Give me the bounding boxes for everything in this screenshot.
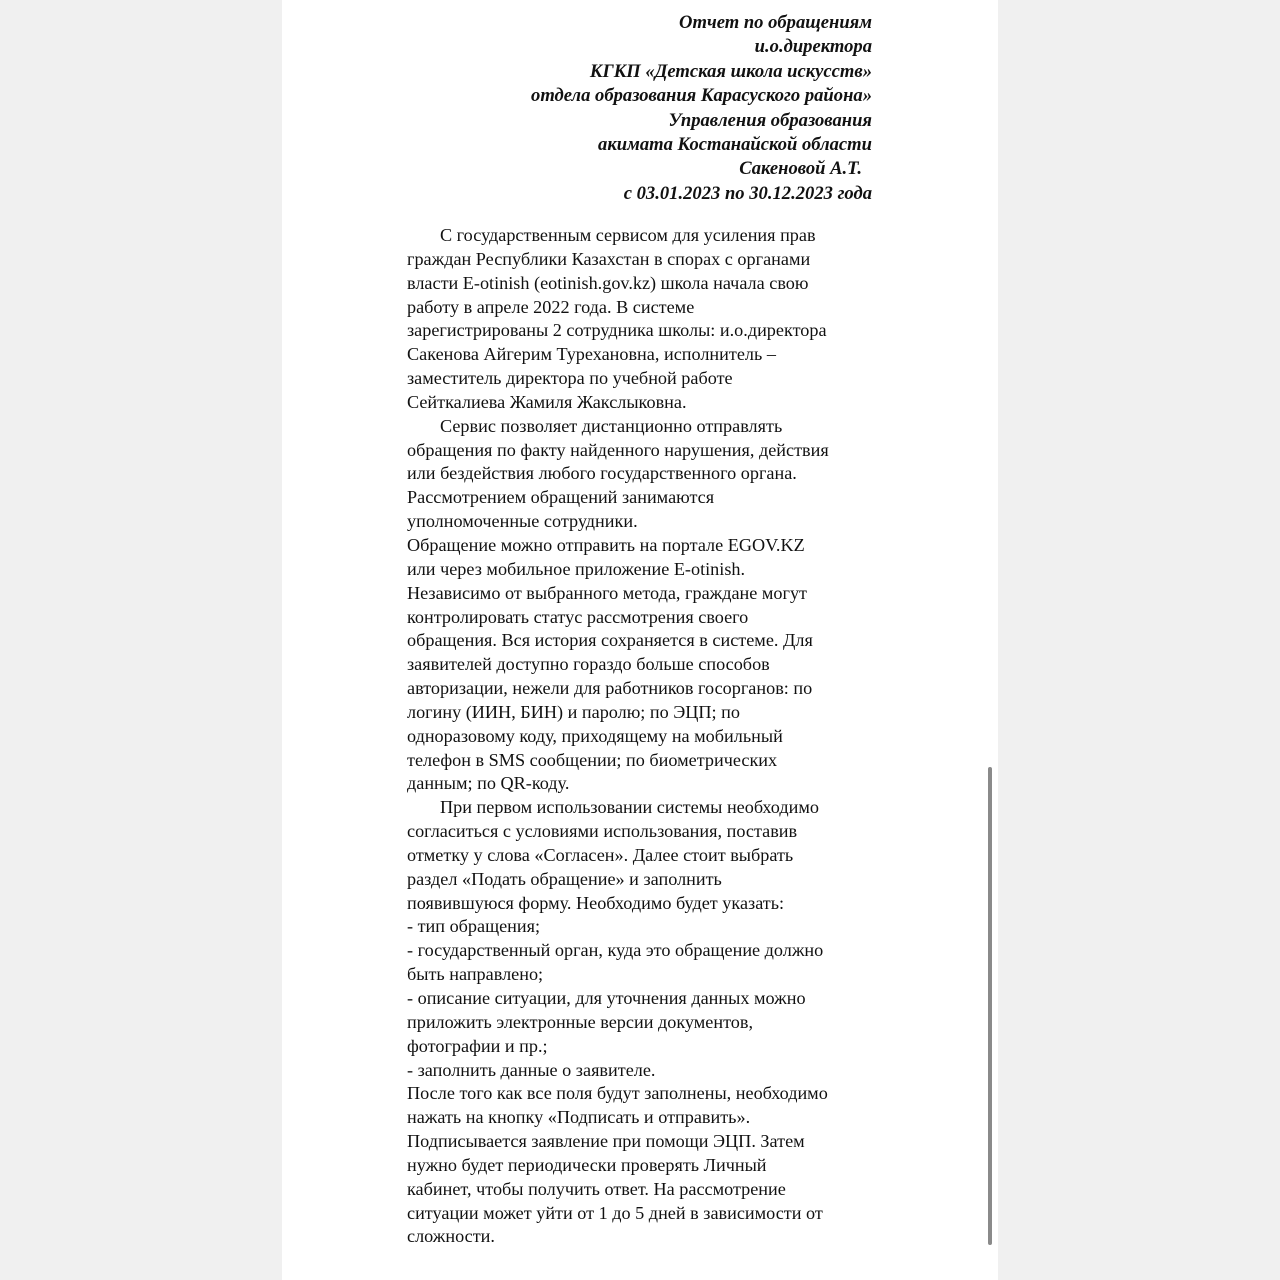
text-line: сложности. <box>407 1226 495 1247</box>
text-line: Сакенова Айгерим Турехановна, исполнитель – <box>407 344 776 365</box>
text-line: данным; по QR-коду. <box>407 773 570 794</box>
text-line: работу в апреле 2022 года. В системе <box>407 296 695 317</box>
text-line: согласиться с условиями использования, поставив <box>407 821 798 842</box>
header-line-department: отдела образования Карасуского района» <box>531 85 872 107</box>
header-line-position: и.о.директора <box>754 36 872 58</box>
list-item: - описание ситуации, для уточнения данных можно <box>407 988 806 1008</box>
text-line: После того как все поля будут заполнены, необходимо <box>407 1083 828 1104</box>
document-header <box>282 11 872 206</box>
text-line: Сервис позволяет дистанционно отправлять <box>440 415 783 436</box>
document-body <box>407 224 877 1249</box>
text-line: Обращение можно отправить на портале EGOV.KZ <box>407 534 805 555</box>
text-line: одноразовому коду, приходящему на мобильный <box>407 725 783 746</box>
text-line: Подписывается заявление при помощи ЭЦП. Затем <box>407 1131 805 1152</box>
left-background <box>0 0 282 1280</box>
text-line: обращения по факту найденного нарушения, действия <box>407 439 829 460</box>
text-line: нажать на кнопку «Подписать и отправить». <box>407 1107 751 1128</box>
text-line: телефон в SMS сообщении; по биометрических <box>407 749 778 770</box>
list-item: - тип обращения; <box>407 916 541 937</box>
text-line: приложить электронные версии документов, <box>407 1011 754 1032</box>
text-line: заявителей доступно гораздо больше способов <box>407 654 770 675</box>
text-line: уполномоченные сотрудники. <box>407 511 638 532</box>
text-line: ситуации может уйти от 1 до 5 дней в зависимости от <box>407 1202 823 1223</box>
text-line: Сейткалиева Жамиля Жакслыковна. <box>407 391 687 412</box>
list-item: - государственный орган, куда это обращение должно <box>407 940 824 961</box>
text-line: граждан Республики Казахстан в спорах с органами <box>407 248 811 269</box>
text-line: фотографии и пр.; <box>407 1035 548 1056</box>
text-line: нужно будет периодически проверять Личный <box>407 1154 767 1175</box>
header-line-administration: Управления образования <box>668 109 872 131</box>
text-line: Независимо от выбранного метода, граждане могут <box>407 582 807 603</box>
text-line: авторизации, нежели для работников госорганов: по <box>407 678 813 699</box>
header-title: Отчет по обращениям <box>679 12 872 33</box>
list-item: - заполнить данные о заявителе. <box>407 1059 656 1080</box>
text-line: раздел «Подать обращение» и заполнить <box>407 868 722 889</box>
right-background <box>998 0 1280 1280</box>
document-page <box>282 0 998 1280</box>
vertical-scrollbar[interactable] <box>988 767 992 1245</box>
text-line: С государственным сервисом для усиления прав <box>440 225 816 245</box>
header-line-akimat: акимата Костанайской области <box>598 134 872 156</box>
text-line: контролировать статус рассмотрения своего <box>407 606 749 627</box>
text-line: логину (ИИН, БИН) и паролю; по ЭЦП; по <box>407 701 740 722</box>
text-line: заместитель директора по учебной работе <box>407 368 733 389</box>
text-line: зарегистрированы 2 сотрудника школы: и.о.директора <box>407 320 827 341</box>
text-line: или бездействия любого государственного органа. <box>407 463 797 484</box>
header-line-organization: КГКП «Детская школа искусств» <box>589 60 872 82</box>
text-line: При первом использовании системы необходимо <box>440 797 819 818</box>
text-line: или через мобильное приложение E-otinish. <box>407 558 746 579</box>
header-line-period: с 03.01.2023 по 30.12.2023 года <box>623 182 872 204</box>
header-line-person: Сакеновой А.Т. <box>739 158 862 180</box>
text-line: отметку у слова «Согласен». Далее стоит выбрать <box>407 844 794 865</box>
text-line: власти E-otinish (eotinish.gov.kz) школа начала свою <box>407 272 809 293</box>
text-line: обращения. Вся история сохраняется в системе. Для <box>407 630 813 651</box>
text-line: кабинет, чтобы получить ответ. На рассмотрение <box>407 1178 786 1199</box>
text-line: быть направлено; <box>407 964 544 985</box>
text-line: Рассмотрением обращений занимаются <box>407 487 715 508</box>
text-line: появившуюся форму. Необходимо будет указать: <box>407 892 785 913</box>
